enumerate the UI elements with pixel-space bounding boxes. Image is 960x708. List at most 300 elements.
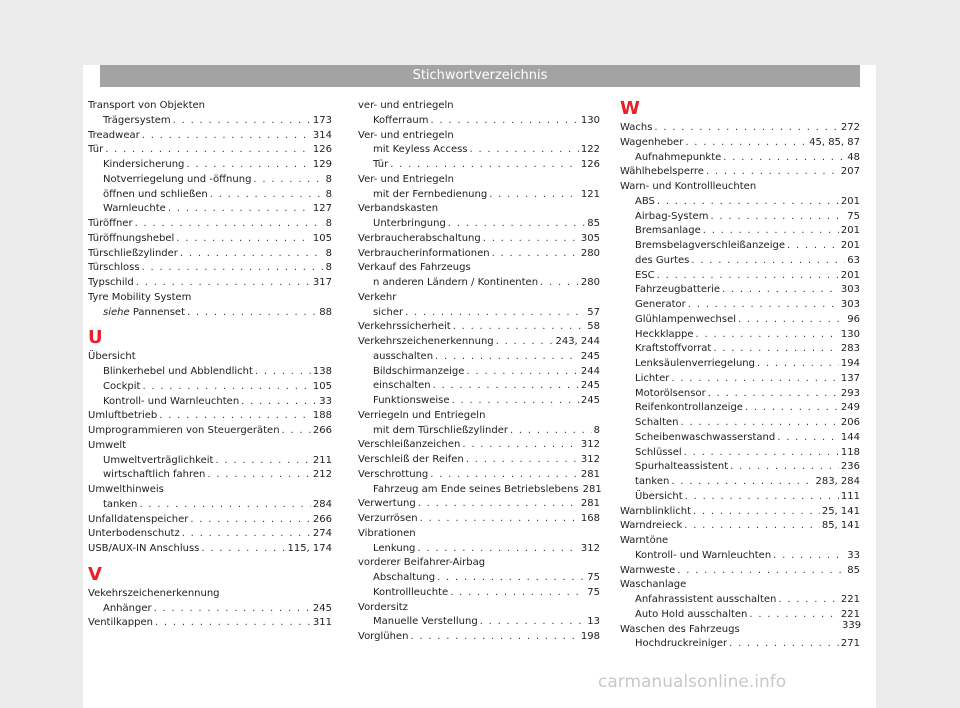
page-reference: 25, 141 xyxy=(821,505,860,517)
dot-leader xyxy=(681,416,839,431)
index-term: Treadwear xyxy=(88,129,140,141)
index-subentry xyxy=(358,276,600,291)
page-reference: 293 xyxy=(840,387,860,399)
page-reference: 75 xyxy=(587,572,600,583)
dot-leader xyxy=(159,409,311,424)
index-subentry xyxy=(358,586,600,601)
page-reference: 201 xyxy=(840,269,860,281)
page-reference: 236 xyxy=(840,461,860,473)
page-reference: 63 xyxy=(847,254,860,266)
dot-leader xyxy=(723,151,845,166)
index-term: Fahrzeugbatterie xyxy=(635,284,721,296)
index-term: Kindersicherung xyxy=(103,159,185,170)
index-entry xyxy=(88,439,332,454)
dot-leader xyxy=(255,365,311,380)
index-entry xyxy=(358,468,600,483)
page-reference: 243, 244 xyxy=(555,336,600,347)
page-reference: 122 xyxy=(580,144,600,156)
index-entry xyxy=(88,99,332,114)
index-term: Anfahrassistent ausschalten xyxy=(635,594,777,605)
dot-leader xyxy=(142,129,311,144)
page-reference: 280 xyxy=(580,277,600,288)
index-entry xyxy=(358,291,600,306)
index-subentry xyxy=(358,217,600,232)
dot-leader xyxy=(745,401,839,416)
dot-leader xyxy=(685,490,839,505)
index-subentry xyxy=(358,379,600,394)
page-reference: 244 xyxy=(580,365,600,377)
index-entry xyxy=(88,350,332,365)
index-entry xyxy=(88,217,332,232)
index-subentry xyxy=(88,114,332,129)
page-reference: 8 xyxy=(325,262,332,274)
index-term: Verkehr xyxy=(358,291,397,303)
index-term: mit dem Türschließzylinder xyxy=(373,424,508,436)
index-term: tanken xyxy=(635,476,670,487)
index-term: Verwertung xyxy=(358,498,416,510)
index-column-3 xyxy=(620,99,860,652)
page-reference: 249 xyxy=(840,402,860,414)
page-reference: 57 xyxy=(587,306,600,318)
page-reference: 245 xyxy=(580,395,600,406)
page-reference: 283 xyxy=(840,343,860,355)
page-reference: 130 xyxy=(580,114,600,126)
index-term: Bremsanlage xyxy=(635,225,701,237)
dot-leader xyxy=(778,593,839,608)
index-term: Bremsbelagverschleißanzeige xyxy=(635,240,785,251)
index-entry xyxy=(88,232,332,247)
index-term: vorderer Beifahrer-Airbag xyxy=(358,557,486,569)
index-subentry xyxy=(620,372,860,387)
page-reference: 221 xyxy=(840,608,860,620)
page-reference: 317 xyxy=(312,277,332,288)
index-entry xyxy=(620,121,860,136)
index-term: Waschanlage xyxy=(620,579,687,591)
page-reference: 245 xyxy=(580,380,600,392)
index-term: Verkehrszeichenerkennung xyxy=(358,336,494,347)
page-reference: 272 xyxy=(840,122,860,133)
page-reference: 245 xyxy=(312,602,332,614)
index-entry xyxy=(358,630,600,645)
index-term: Glühlampenwechsel xyxy=(635,313,736,325)
index-term: Unterbodenschutz xyxy=(88,528,180,540)
page-number: 339 xyxy=(842,620,862,631)
index-term: Vordersitz xyxy=(358,601,408,613)
index-subentry xyxy=(620,269,860,284)
index-term: Bildschirmanzeige xyxy=(373,365,465,377)
index-subentry xyxy=(358,394,600,409)
index-subentry xyxy=(88,454,332,469)
dot-leader xyxy=(210,188,324,203)
page-reference: 281 xyxy=(580,498,600,510)
index-term: Pannenset xyxy=(132,306,185,318)
index-term: Verzurrösen xyxy=(358,513,418,524)
index-subentry xyxy=(88,468,332,483)
page-reference: 283, 284 xyxy=(815,476,860,487)
index-term: Scheibenwaschwasserstand xyxy=(635,431,776,443)
index-entry xyxy=(620,623,860,638)
page-reference: 48 xyxy=(847,151,860,163)
index-entry xyxy=(88,513,332,528)
dot-leader xyxy=(773,549,845,564)
index-term: Blinkerhebel und Abblendlicht xyxy=(103,366,253,377)
index-term: Fahrzeug am Ende seines Betriebslebens xyxy=(373,483,579,495)
index-term: Ventilkappen xyxy=(88,617,153,629)
dot-leader xyxy=(430,468,579,483)
index-entry xyxy=(358,438,600,453)
index-term: Hochdruckreiniger xyxy=(635,638,728,650)
page-reference: 206 xyxy=(840,417,860,428)
index-term: Umwelthinweis xyxy=(88,484,164,495)
index-term: Lenksäulenverriegelung xyxy=(635,358,755,369)
page-reference: 198 xyxy=(580,631,600,642)
index-subentry xyxy=(88,158,332,173)
dot-leader xyxy=(713,342,839,357)
index-term: Ver- und Entriegeln xyxy=(358,173,454,185)
index-entry xyxy=(358,335,600,350)
watermark: carmanualsonline.info xyxy=(598,672,787,692)
dot-leader xyxy=(215,454,310,469)
page-reference: 284 xyxy=(312,498,332,510)
page-reference: 281 xyxy=(582,483,602,495)
index-term: Airbag-System xyxy=(635,210,709,222)
index-subentry xyxy=(620,549,860,564)
page-reference: 311 xyxy=(312,617,332,629)
page-reference: 33 xyxy=(847,549,860,561)
dot-leader xyxy=(410,630,578,645)
index-term: Türöffnungshebel xyxy=(88,232,175,244)
page-reference: 111 xyxy=(840,490,860,502)
index-term: Umprogrammieren von Steuergeräten xyxy=(88,425,280,436)
index-entry xyxy=(620,534,860,549)
dot-leader xyxy=(671,475,813,490)
index-term: Verkehrssicherheit xyxy=(358,321,451,333)
index-entry xyxy=(88,291,332,306)
page-reference: 8 xyxy=(593,424,600,436)
dot-leader xyxy=(489,188,579,203)
index-term: Verriegeln und Entriegeln xyxy=(358,409,486,421)
index-term: n anderen Ländern / Kontinenten xyxy=(373,277,539,288)
page-reference: 138 xyxy=(312,366,332,377)
dot-leader xyxy=(730,460,839,475)
page-reference: 75 xyxy=(587,586,600,598)
page-reference: 303 xyxy=(840,299,860,310)
index-term: Kofferraum xyxy=(373,114,429,126)
index-term: Ver- und entriegeln xyxy=(358,129,454,141)
dot-leader xyxy=(685,136,807,151)
index-subentry xyxy=(620,431,860,446)
index-term: Warndreieck xyxy=(620,520,683,532)
dot-leader xyxy=(684,446,839,461)
index-subentry xyxy=(620,313,860,328)
index-term: Türschloss xyxy=(88,262,140,274)
dot-leader xyxy=(173,114,311,129)
page-reference: 212 xyxy=(312,469,332,481)
page-reference: 130 xyxy=(840,328,860,340)
dot-leader xyxy=(708,387,839,402)
dot-leader xyxy=(777,431,839,446)
index-subentry xyxy=(620,328,860,343)
index-term: Vibrationen xyxy=(358,527,416,539)
index-term: Vorglühen xyxy=(358,631,409,642)
page-reference: 144 xyxy=(840,431,860,443)
dot-leader xyxy=(480,615,586,630)
dot-leader xyxy=(722,283,839,298)
see-reference: siehe xyxy=(103,306,130,318)
dot-leader xyxy=(696,328,839,343)
index-term: Schlüssel xyxy=(635,446,682,458)
index-subentry xyxy=(358,188,600,203)
page-reference: 58 xyxy=(587,321,600,333)
page-reference: 201 xyxy=(840,225,860,237)
index-letter-heading: U xyxy=(88,327,103,349)
page-reference: 75 xyxy=(847,210,860,222)
index-entry xyxy=(88,247,332,262)
index-term: Warnweste xyxy=(620,564,676,576)
index-entry xyxy=(620,165,860,180)
index-term: Funktionsweise xyxy=(373,395,450,406)
dot-leader xyxy=(105,143,311,158)
index-term: Vekehrszeichenerkennung xyxy=(88,587,220,599)
page-reference: 115, 174 xyxy=(287,543,332,554)
dot-leader xyxy=(671,372,839,387)
dot-leader xyxy=(657,269,839,284)
index-term: Tyre Mobility System xyxy=(88,291,192,303)
index-term: Spurhalteassistent xyxy=(635,461,729,473)
dot-leader xyxy=(540,276,579,291)
index-subentry xyxy=(358,483,600,498)
page-reference: 312 xyxy=(580,542,600,554)
index-term: mit Keyless Access xyxy=(373,144,468,156)
page-reference: 33 xyxy=(319,395,332,407)
page-reference: 105 xyxy=(312,380,332,392)
page-reference: 173 xyxy=(312,114,332,126)
page-reference: 127 xyxy=(312,203,332,215)
dot-leader xyxy=(450,586,585,601)
dot-leader xyxy=(706,165,839,180)
dot-leader xyxy=(282,424,311,439)
index-term: Lenkung xyxy=(373,542,416,554)
index-subentry xyxy=(358,542,600,557)
index-entry xyxy=(358,173,600,188)
index-entry xyxy=(88,276,332,291)
dot-leader xyxy=(657,195,839,210)
index-entry xyxy=(620,578,860,593)
index-entry xyxy=(358,129,600,144)
index-letter-heading: V xyxy=(88,563,102,585)
page-reference: 105 xyxy=(312,232,332,244)
index-subentry xyxy=(358,350,600,365)
page-reference: 8 xyxy=(325,218,332,229)
dot-leader xyxy=(452,394,579,409)
index-term: Transport von Objekten xyxy=(88,100,206,111)
index-subentry xyxy=(620,637,860,652)
page-reference: 280 xyxy=(580,247,600,259)
index-subentry xyxy=(620,254,860,269)
dot-leader xyxy=(710,210,845,225)
page-reference: 207 xyxy=(840,166,860,178)
dot-leader xyxy=(176,232,311,247)
index-term: Warntöne xyxy=(620,535,669,546)
index-term: Schalten xyxy=(635,417,679,428)
index-entry xyxy=(88,409,332,424)
index-term: Aufnahmepunkte xyxy=(635,151,722,163)
index-subentry xyxy=(620,593,860,608)
page-reference: 312 xyxy=(580,454,600,465)
dot-leader xyxy=(492,247,579,262)
index-term: Türschließzylinder xyxy=(88,247,178,259)
index-term: Verkauf des Fahrzeugs xyxy=(358,262,471,274)
index-subentry xyxy=(88,306,332,321)
dot-leader xyxy=(430,114,578,129)
index-entry xyxy=(88,527,332,542)
page-reference: 245 xyxy=(580,350,600,362)
page-reference: 266 xyxy=(312,513,332,525)
index-term: Lichter xyxy=(635,372,670,384)
page-reference: 118 xyxy=(840,446,860,458)
page-reference: 126 xyxy=(312,144,332,156)
index-entry xyxy=(358,527,600,542)
dot-leader xyxy=(405,306,585,321)
dot-leader xyxy=(418,497,579,512)
index-term: Türöffner xyxy=(88,218,133,229)
index-subentry xyxy=(88,173,332,188)
page-reference: 129 xyxy=(312,159,332,170)
index-subentry xyxy=(358,571,600,586)
dot-leader xyxy=(453,320,586,335)
dot-leader xyxy=(187,306,317,321)
index-entry xyxy=(358,556,600,571)
index-term: ver- und entriegeln xyxy=(358,100,454,111)
page-reference: 126 xyxy=(580,159,600,170)
index-term: Warnblinklicht xyxy=(620,505,691,517)
dot-leader xyxy=(470,143,579,158)
page-reference: 96 xyxy=(847,313,860,325)
index-subentry xyxy=(620,342,860,357)
dot-leader xyxy=(787,239,839,254)
index-entry xyxy=(88,616,332,631)
index-entry xyxy=(358,497,600,512)
index-term: ABS xyxy=(635,195,655,207)
page-reference: 194 xyxy=(840,358,860,369)
index-term: Tür xyxy=(88,144,104,156)
index-subentry xyxy=(620,446,860,461)
index-term: Verbandskasten xyxy=(358,203,439,215)
index-entry xyxy=(620,519,860,534)
index-subentry xyxy=(358,424,600,439)
dot-leader xyxy=(703,224,839,239)
index-entry xyxy=(88,542,332,557)
index-term: Trägersystem xyxy=(103,114,171,126)
index-term: Cockpit xyxy=(103,380,141,392)
index-subentry xyxy=(620,490,860,505)
page-reference: 281 xyxy=(580,468,600,480)
page-reference: 201 xyxy=(840,195,860,207)
dot-leader xyxy=(462,438,579,453)
dot-leader xyxy=(510,424,592,439)
index-term: sicher xyxy=(373,306,404,318)
index-term: Waschen des Fahrzeugs xyxy=(620,623,740,635)
index-subentry xyxy=(88,188,332,203)
dot-leader xyxy=(253,173,323,188)
index-term: Typschild xyxy=(88,277,134,288)
index-term: Kontrollleuchte xyxy=(373,586,449,598)
dot-leader xyxy=(207,468,311,483)
page-reference: 201 xyxy=(840,240,860,251)
index-term: Kontroll- und Warnleuchten xyxy=(635,549,772,561)
dot-leader xyxy=(241,395,317,410)
page-reference: 305 xyxy=(580,232,600,244)
index-entry xyxy=(358,320,600,335)
dot-leader xyxy=(496,335,554,350)
index-term: ESC xyxy=(635,269,655,281)
dot-leader xyxy=(417,542,579,557)
index-subentry xyxy=(88,380,332,395)
dot-leader xyxy=(654,121,838,136)
index-term: Abschaltung xyxy=(373,572,436,583)
index-subentry xyxy=(620,357,860,372)
index-subentry xyxy=(620,224,860,239)
dot-leader xyxy=(435,350,579,365)
index-term: Unterbringung xyxy=(373,218,446,229)
index-subentry xyxy=(88,365,332,380)
page-reference: 8 xyxy=(325,173,332,185)
page-reference: 121 xyxy=(580,188,600,200)
dot-leader xyxy=(142,380,310,395)
index-subentry xyxy=(620,460,860,475)
index-subentry xyxy=(620,298,860,313)
index-subentry xyxy=(358,143,600,158)
index-entry xyxy=(620,505,860,520)
index-term: Heckklappe xyxy=(635,328,694,340)
index-term: Verbraucherinformationen xyxy=(358,247,490,259)
index-term: Warnleuchte xyxy=(103,203,166,215)
index-entry xyxy=(358,261,600,276)
index-term: öffnen und schließen xyxy=(103,188,208,200)
index-entry xyxy=(358,99,600,114)
index-entry xyxy=(358,247,600,262)
dot-leader xyxy=(154,602,311,617)
page-reference: 85 xyxy=(847,564,860,576)
index-term: Umweltverträglichkeit xyxy=(103,454,214,466)
index-term: Auto Hold ausschalten xyxy=(635,608,748,620)
index-term: mit der Fernbedienung xyxy=(373,188,488,200)
index-entry xyxy=(358,409,600,424)
index-term: Kontroll- und Warnleuchten xyxy=(103,395,240,407)
index-subentry xyxy=(88,395,332,410)
page-reference: 314 xyxy=(312,129,332,141)
dot-leader xyxy=(182,527,311,542)
page-reference: 85 xyxy=(587,218,600,229)
index-entry xyxy=(88,424,332,439)
dot-leader xyxy=(466,365,578,380)
index-subentry xyxy=(620,239,860,254)
index-term: tanken xyxy=(103,498,138,510)
index-term: Verschrottung xyxy=(358,468,429,480)
index-column-2 xyxy=(358,99,600,645)
index-term: Notverriegelung und -öffnung xyxy=(103,173,252,185)
index-term: Reifenkontrollanzeige xyxy=(635,402,743,414)
index-term: Verbraucherabschaltung xyxy=(358,232,481,244)
index-term: wirtschaftlich fahren xyxy=(103,469,206,481)
dot-leader xyxy=(142,261,324,276)
index-entry xyxy=(358,202,600,217)
index-entry xyxy=(88,129,332,144)
dot-leader xyxy=(749,608,839,623)
dot-leader xyxy=(420,512,579,527)
dot-leader xyxy=(437,571,585,586)
page-reference: 221 xyxy=(840,594,860,605)
